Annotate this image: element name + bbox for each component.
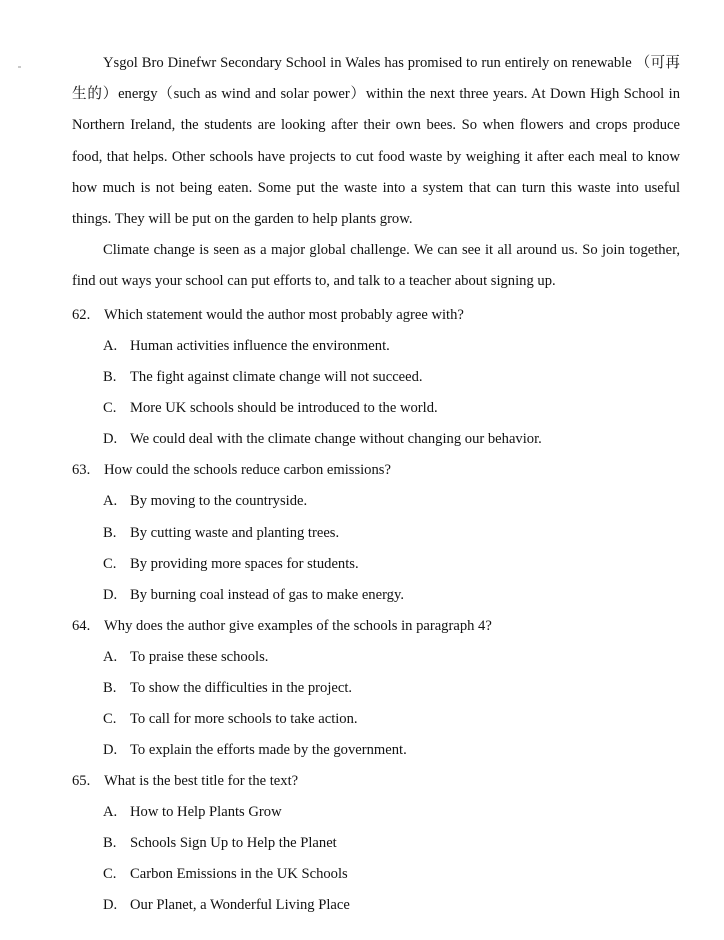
- question-65: [72, 771, 692, 791]
- question-64: [72, 616, 692, 636]
- question-text: Why does the author give examples of the schools in paragraph 4?: [104, 618, 492, 634]
- paragraph-renewable-schools: Ysgol Bro Dinefwr Secondary School in Wales has promised to run entirely on renewable （可再生的）energy（such as wind and solar power）within the next three years. At Down High School in Northern Ireland, the students are looking after their own bees. So when flowers and crops produce food, that helps. Other schools have projects to cut food waste by weighing it after each meal to know how much is not being eaten. Some put the waste into a system that can turn this waste into useful things. They will be put on the garden to help plants grow.: [72, 55, 680, 228]
- option-text: By burning coal instead of gas to make energy.: [130, 587, 404, 603]
- question-text: What is the best title for the text?: [104, 773, 299, 789]
- question-number: 65.: [72, 773, 91, 789]
- question-number: 63.: [72, 462, 91, 478]
- option-letter: B.: [103, 369, 117, 385]
- option-letter: B.: [103, 525, 117, 541]
- option-text: Human activities influence the environment.: [130, 338, 390, 354]
- option-63-d: [103, 585, 693, 605]
- question-number: 62.: [72, 307, 91, 323]
- option-65-a: [103, 802, 693, 822]
- option-63-a: [103, 491, 693, 511]
- option-letter: C.: [103, 866, 117, 882]
- question-text: How could the schools reduce carbon emissions?: [104, 462, 391, 478]
- option-text: By moving to the countryside.: [130, 493, 308, 509]
- option-text: By providing more spaces for students.: [130, 556, 359, 572]
- option-64-c: [103, 709, 693, 729]
- option-letter: B.: [103, 835, 117, 851]
- option-text: The fight against climate change will not succeed.: [130, 369, 423, 385]
- question-number: 64.: [72, 618, 91, 634]
- option-text: To call for more schools to take action.: [130, 711, 358, 727]
- option-text: How to Help Plants Grow: [130, 804, 282, 820]
- option-letter: D.: [103, 431, 118, 447]
- option-64-a: [103, 647, 693, 667]
- option-64-d: [103, 740, 693, 760]
- question-text: Which statement would the author most probably agree with?: [104, 307, 464, 323]
- option-text: Carbon Emissions in the UK Schools: [130, 866, 348, 882]
- option-text: To praise these schools.: [130, 649, 269, 665]
- option-65-b: [103, 833, 693, 853]
- option-62-d: [103, 429, 693, 449]
- question-63: [72, 460, 692, 480]
- option-text: We could deal with the climate change without changing our behavior.: [130, 431, 542, 447]
- option-text: Our Planet, a Wonderful Living Place: [130, 897, 350, 913]
- option-letter: A.: [103, 493, 118, 509]
- option-letter: D.: [103, 587, 118, 603]
- option-text: More UK schools should be introduced to the world.: [130, 400, 438, 416]
- option-letter: C.: [103, 556, 117, 572]
- option-letter: A.: [103, 804, 118, 820]
- option-63-c: [103, 554, 693, 574]
- option-62-c: [103, 398, 693, 418]
- option-letter: D.: [103, 742, 118, 758]
- scan-speck: [18, 66, 21, 68]
- option-letter: D.: [103, 897, 118, 913]
- question-62: [72, 305, 692, 325]
- option-64-b: [103, 678, 693, 698]
- option-letter: A.: [103, 338, 118, 354]
- option-text: To show the difficulties in the project.: [130, 680, 353, 696]
- paragraph-climate-change: Climate change is seen as a major global challenge. We can see it all around us. So join together, find out ways your school can put efforts to, and talk to a teacher about signing up.: [72, 242, 680, 290]
- option-letter: C.: [103, 711, 117, 727]
- option-text: Schools Sign Up to Help the Planet: [130, 835, 337, 851]
- option-65-c: [103, 864, 693, 884]
- option-letter: C.: [103, 400, 117, 416]
- option-letter: B.: [103, 680, 117, 696]
- option-62-a: [103, 336, 693, 356]
- option-63-b: [103, 523, 693, 543]
- option-62-b: [103, 367, 693, 387]
- option-letter: A.: [103, 649, 118, 665]
- option-text: To explain the efforts made by the government.: [130, 742, 407, 758]
- option-text: By cutting waste and planting trees.: [130, 525, 340, 541]
- option-65-d: [103, 895, 693, 915]
